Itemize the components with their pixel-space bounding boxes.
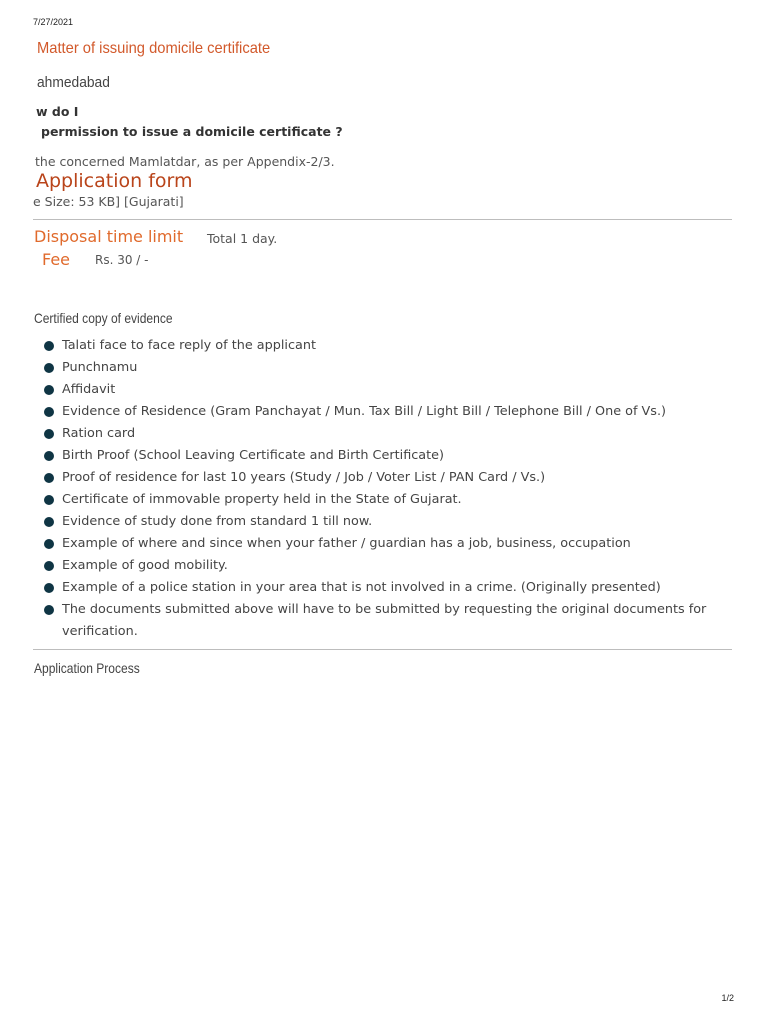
list-item-text: Ration card	[62, 426, 136, 441]
application-process-heading: Application Process	[34, 660, 140, 676]
list-item	[44, 599, 714, 643]
bullet-icon	[44, 451, 54, 461]
list-item	[44, 401, 714, 423]
list-item	[44, 357, 714, 379]
print-date: 7/27/2021	[33, 17, 74, 27]
answer-text: the concerned Mamlatdar, as per Appendix-2/3.	[35, 154, 335, 169]
divider	[33, 649, 732, 650]
file-info: e Size: 53 KB] [Gujarati]	[33, 194, 184, 209]
divider	[33, 219, 732, 220]
list-item-text: Example of good mobility.	[62, 558, 228, 573]
list-item	[44, 555, 714, 577]
list-item-text: Certificate of immovable property held in the State of Gujarat.	[62, 492, 462, 507]
question-line-2: permission to issue a domicile certificate ?	[41, 124, 343, 139]
list-item-text: Proof of residence for last 10 years (Study / Job / Voter List / PAN Card / Vs.)	[62, 470, 546, 485]
list-item	[44, 577, 714, 599]
list-item-text: Evidence of study done from standard 1 till now.	[62, 514, 373, 529]
list-item	[44, 335, 714, 357]
fee-label: Fee	[42, 250, 71, 269]
bullet-icon	[44, 539, 54, 549]
fee-value: Rs. 30 / -	[95, 253, 149, 267]
bullet-icon	[44, 385, 54, 395]
bullet-icon	[44, 583, 54, 593]
list-item-text: Talati face to face reply of the applicant	[62, 338, 316, 353]
list-item-text: The documents submitted above will have to be submitted by requesting the original documents for verification.	[62, 602, 707, 639]
list-item	[44, 533, 714, 555]
page-number: 1/2	[721, 993, 734, 1003]
list-item-text: Birth Proof (School Leaving Certificate and Birth Certificate)	[62, 448, 445, 463]
disposal-time-value: Total 1 day.	[207, 231, 278, 246]
location-name: ahmedabad	[37, 74, 110, 91]
evidence-heading: Certified copy of evidence	[34, 310, 173, 326]
bullet-icon	[44, 341, 54, 351]
list-item-text: Affidavit	[62, 382, 116, 397]
list-item	[44, 423, 714, 445]
list-item	[44, 511, 714, 533]
bullet-icon	[44, 429, 54, 439]
bullet-icon	[44, 473, 54, 483]
list-item	[44, 467, 714, 489]
evidence-list	[44, 335, 714, 643]
bullet-icon	[44, 495, 54, 505]
page-title: Matter of issuing domicile certificate	[37, 40, 271, 57]
list-item-text: Example of where and since when your father / guardian has a job, business, occupation	[62, 536, 631, 551]
bullet-icon	[44, 517, 54, 527]
list-item	[44, 489, 714, 511]
bullet-icon	[44, 407, 54, 417]
bullet-icon	[44, 605, 54, 615]
question-line-1: w do I	[36, 104, 79, 119]
bullet-icon	[44, 363, 54, 373]
list-item-text: Punchnamu	[62, 360, 138, 375]
list-item-text: Example of a police station in your area that is not involved in a crime. (Originally presented)	[62, 580, 661, 595]
list-item	[44, 445, 714, 467]
disposal-time-label: Disposal time limit	[34, 227, 184, 246]
list-item	[44, 379, 714, 401]
application-form-link[interactable]: Application form	[36, 170, 193, 192]
bullet-icon	[44, 561, 54, 571]
list-item-text: Evidence of Residence (Gram Panchayat / Mun. Tax Bill / Light Bill / Telephone Bill / One of Vs.)	[62, 404, 667, 419]
